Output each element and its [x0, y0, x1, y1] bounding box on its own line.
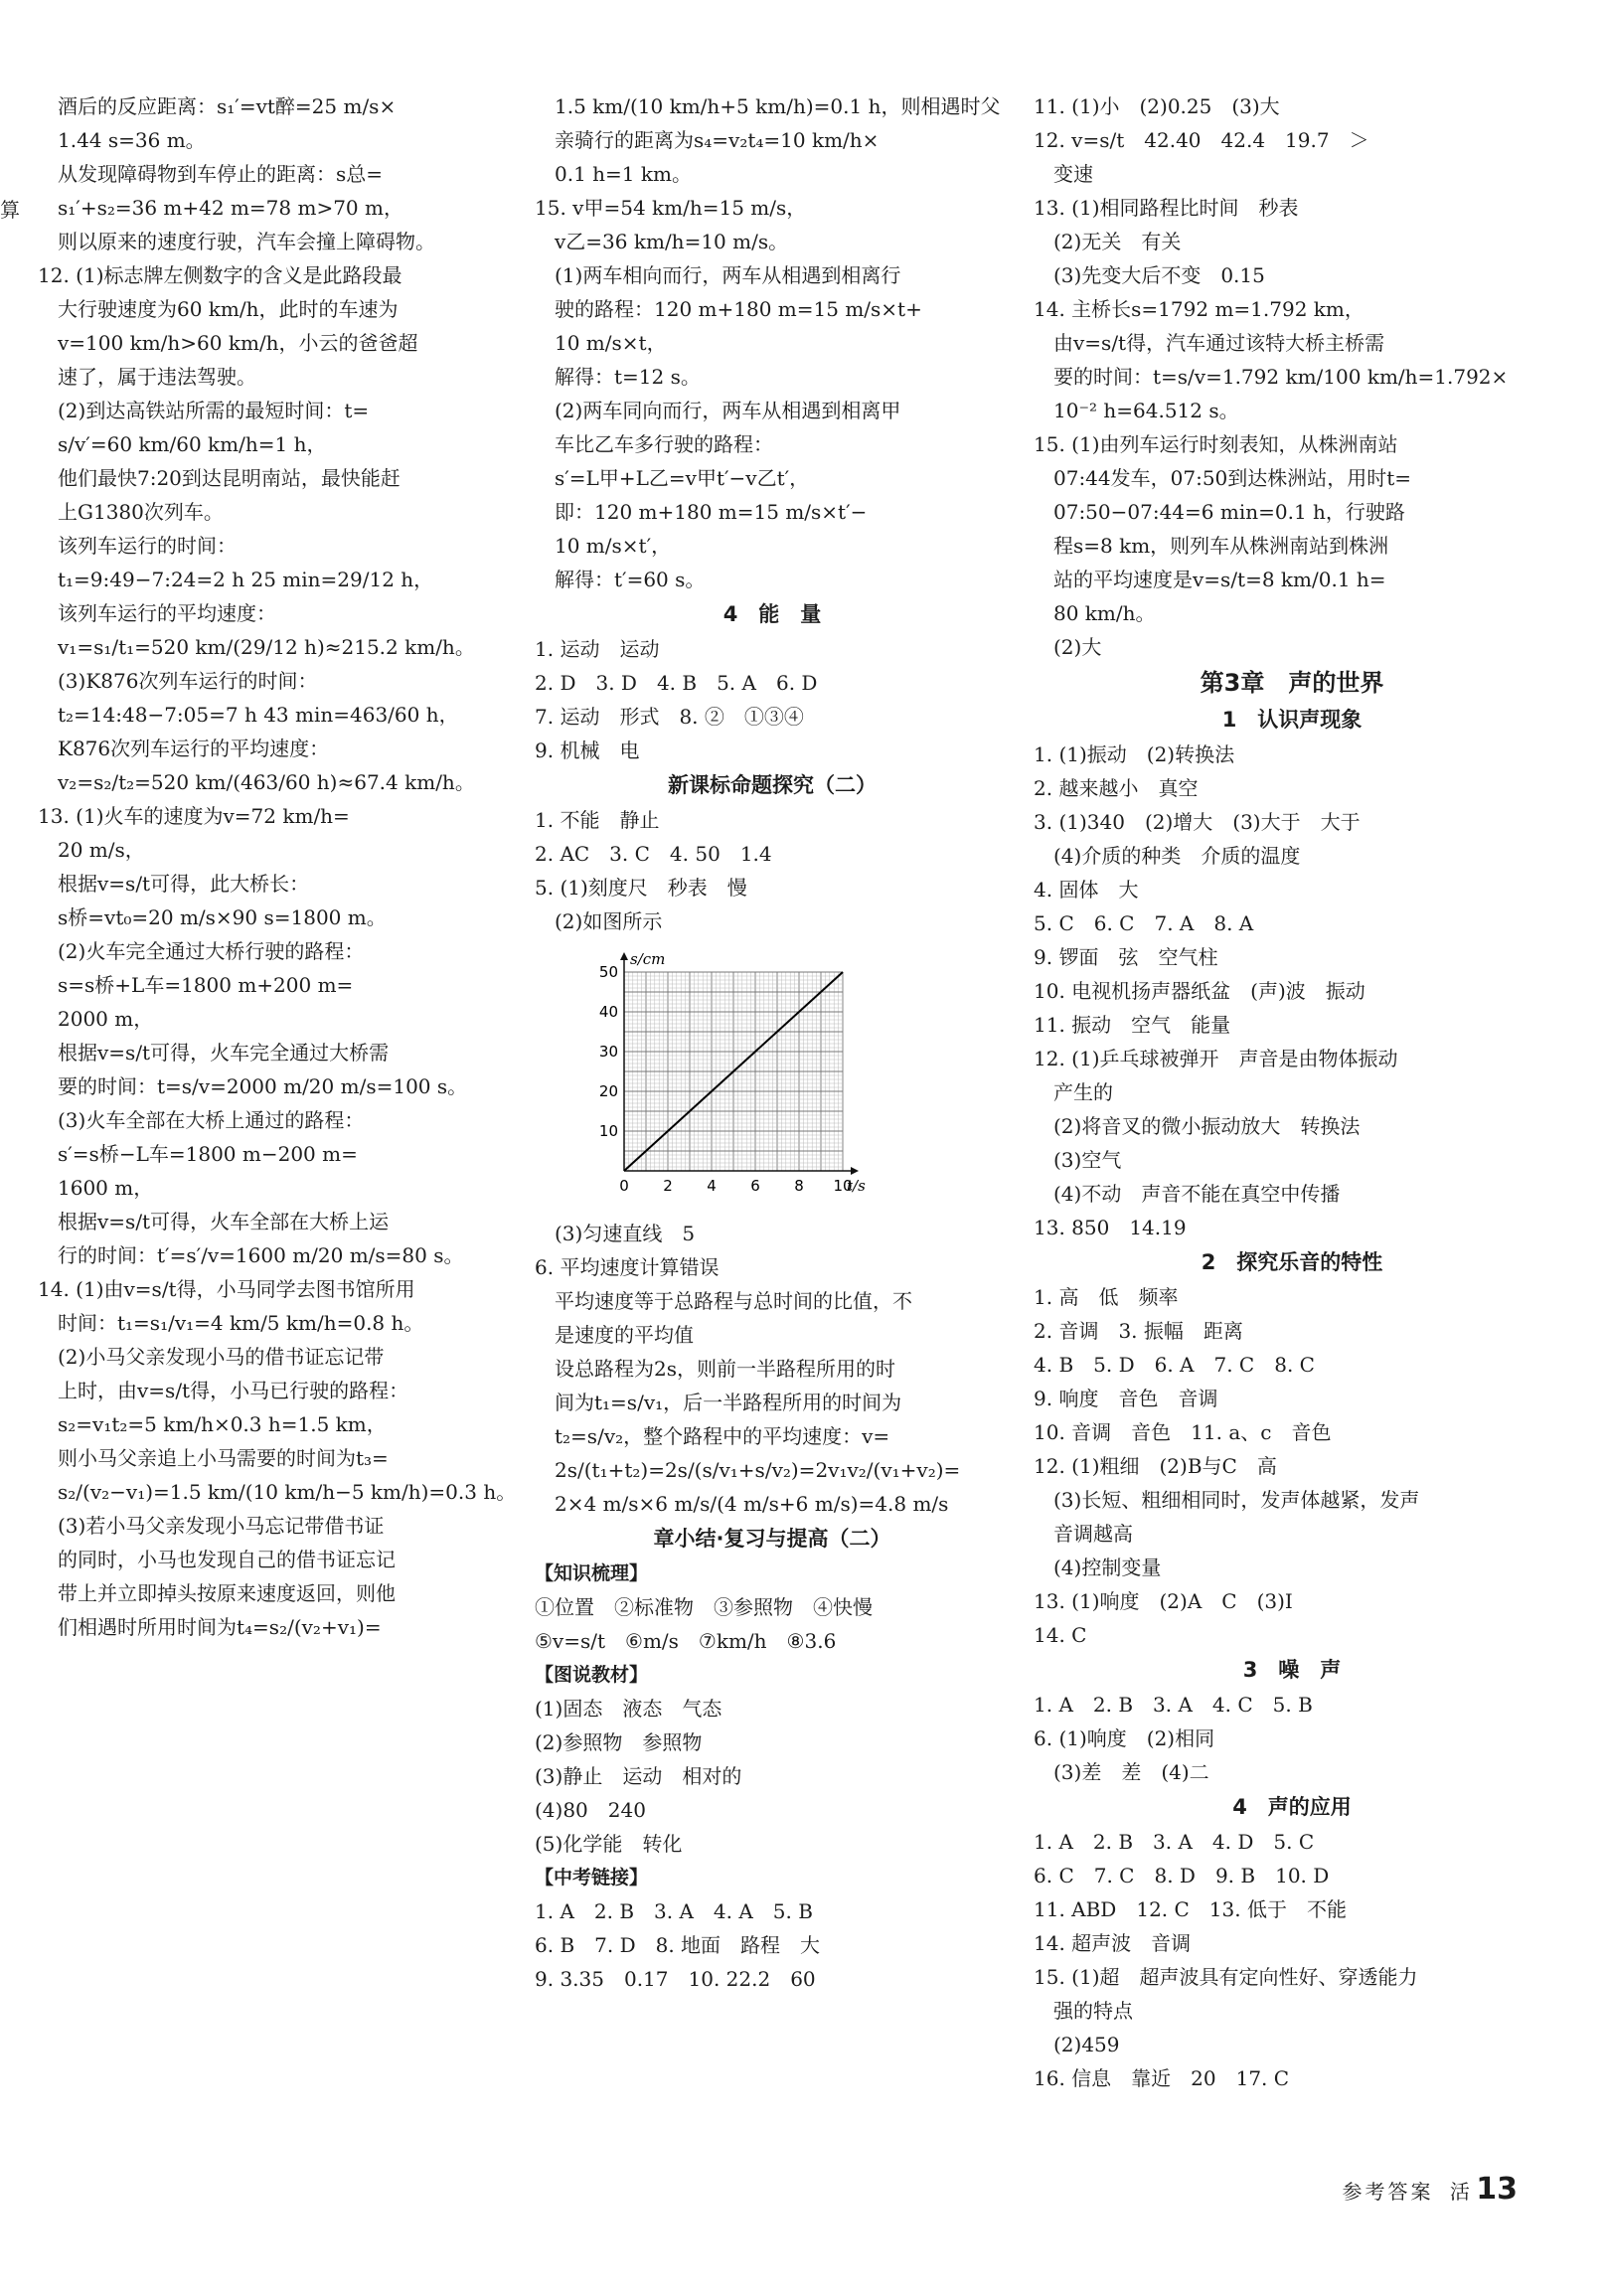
answer-line: 07:44发车，07:50到达株洲站，用时t=	[1034, 466, 1412, 490]
answer-line: (2)参照物 参照物	[535, 1730, 703, 1754]
left-column	[38, 89, 517, 1644]
answer-line: 们相遇时所用时间为t₄=s₂/(v₂+v₁)=	[38, 1615, 382, 1639]
answer-line: 6. 平均速度计算错误	[535, 1255, 720, 1279]
answer-line: 根据v=s/t可得，火车完全通过大桥需	[38, 1041, 390, 1065]
answer-line: s′=L甲+L乙=v甲t′−v乙t′，	[535, 466, 810, 490]
answer-line: (4)80 240	[535, 1798, 646, 1822]
answer-line: 间为t₁=s/v₁，后一半路程所用的时间为	[535, 1391, 902, 1414]
answer-line: 解得：t=12 s。	[535, 365, 701, 389]
s-t-graph	[584, 942, 883, 1211]
ch3-section-3-answers	[1034, 1688, 1550, 1789]
answer-line: 10 m/s×t，	[535, 331, 667, 355]
answer-line: 5. (1)刻度尺 秒表 慢	[535, 876, 747, 900]
x-tick-label: 10	[833, 1177, 853, 1195]
x-axis-label: t/s	[847, 1177, 866, 1195]
answer-line: 车比乙车多行驶的路程：	[535, 432, 773, 456]
side-margin-mark: 算	[0, 198, 20, 222]
answer-line: 4. B 5. D 6. A 7. C 8. C	[1034, 1353, 1315, 1377]
answer-line: 要的时间：t=s/v=1.792 km/100 km/h=1.792×	[1034, 365, 1509, 389]
answer-line: 9. 响度 音色 音调	[1034, 1387, 1218, 1410]
answer-line: 11. 振动 空气 能量	[1034, 1013, 1231, 1037]
answer-line: (2)将音叉的微小振动放大 转换法	[1034, 1114, 1361, 1138]
answer-line: 5. C 6. C 7. A 8. A	[1034, 911, 1254, 935]
answer-line: 是速度的平均值	[535, 1323, 694, 1347]
ch3-section-4-answers	[1034, 1825, 1550, 2095]
answer-line: 12. (1)粗细 (2)B与C 高	[1034, 1454, 1277, 1478]
answer-line: v₂=s₂/t₂=520 km/(463/60 h)≈67.4 km/h。	[38, 770, 475, 794]
answer-line: s₂/(v₂−v₁)=1.5 km/(10 km/h−5 km/h)=0.3 h。	[38, 1480, 517, 1504]
answer-line: v乙=36 km/h=10 m/s。	[535, 230, 789, 253]
answer-line: 14. 主桥长s=1792 m=1.792 km，	[1034, 297, 1364, 321]
x-axis-arrow	[851, 1167, 859, 1175]
answer-line: (5)化学能 转化	[535, 1832, 683, 1856]
answer-line: 13. 850 14.19	[1034, 1216, 1187, 1239]
review-subsection-title: 【知识梳理】	[535, 1562, 649, 1584]
answer-line: 14. 超声波 音调	[1034, 1931, 1192, 1955]
answer-line: 他们最快7:20到达昆明南站，最快能赶	[38, 466, 401, 490]
answer-line: 速了，属于违法驾驶。	[38, 365, 256, 389]
answer-line: 3. (1)340 (2)增大 (3)大于 大于	[1034, 810, 1361, 834]
answer-line: 11. ABD 12. C 13. 低于 不能	[1034, 1897, 1347, 1921]
ch3-section-4-heading: 4 声的应用	[1232, 1795, 1352, 1819]
answer-line: (4)介质的种类 介质的温度	[1034, 844, 1301, 868]
answer-line: 6. B 7. D 8. 地面 路程 大	[535, 1933, 821, 1957]
x-tick-label: 6	[750, 1177, 760, 1195]
answer-line: 9. 3.35 0.17 10. 22.2 60	[535, 1967, 816, 1991]
footer-series: 活	[1449, 2180, 1470, 2204]
footer-label: 参考答案	[1342, 2180, 1434, 2204]
answer-line: 15. (1)超 超声波具有定向性好、穿透能力	[1034, 1965, 1418, 1989]
y-tick-label: 50	[598, 963, 618, 981]
answer-line: ①位置 ②标准物 ③参照物 ④快慢	[535, 1595, 873, 1619]
answer-line: 带上并立即掉头按原来速度返回，则他	[38, 1581, 396, 1605]
answer-line: 13. (1)相同路程比时间 秒表	[1034, 196, 1299, 220]
answer-line: 1. A 2. B 3. A 4. D 5. C	[1034, 1830, 1315, 1854]
answer-line: 14. C	[1034, 1623, 1087, 1647]
answer-line: 上时，由v=s/t得，小马已行驶的路程：	[38, 1379, 409, 1402]
ch3-section-2-heading: 2 探究乐音的特性	[1201, 1250, 1383, 1274]
answer-line: (2)小马父亲发现小马的借书证忘记带	[38, 1345, 385, 1369]
review-sections	[535, 1557, 1010, 1996]
answer-line: 根据v=s/t可得，火车全部在大桥上运	[38, 1210, 390, 1233]
answer-line: v=100 km/h>60 km/h，小云的爸爸超	[38, 331, 418, 355]
answer-line: 行的时间：t′=s′/v=1600 m/20 m/s=80 s。	[38, 1243, 464, 1267]
y-tick-label: 10	[598, 1122, 618, 1140]
answer-line: 1. (1)振动 (2)转换法	[1034, 742, 1235, 766]
explore2-answers	[535, 803, 1010, 938]
answer-line: 根据v=s/t可得，此大桥长：	[38, 872, 310, 896]
answer-line: 1. A 2. B 3. A 4. C 5. B	[1034, 1693, 1313, 1717]
answer-line: (2)459	[1034, 2033, 1120, 2056]
answer-line: (3)长短、粗细相同时，发声体越紧，发声	[1034, 1488, 1420, 1512]
answer-line: 2. 音调 3. 振幅 距离	[1034, 1319, 1243, 1343]
review-subsection-title: 【中考链接】	[535, 1867, 649, 1888]
answer-line: (3)若小马父亲发现小马忘记带借书证	[38, 1514, 385, 1538]
answer-line: 15. v甲=54 km/h=15 m/s，	[535, 196, 807, 220]
answer-line: (3)K876次列车运行的时间：	[38, 669, 318, 693]
answer-line: 10. 电视机扬声器纸盆 (声)波 振动	[1034, 979, 1365, 1003]
answer-line: (3)静止 运动 相对的	[535, 1764, 742, 1788]
answer-line: 7. 运动 形式 8. ② ①③④	[535, 705, 804, 729]
energy-answers	[535, 632, 1010, 767]
answer-line: 14. (1)由v=s/t得，小马同学去图书馆所用	[38, 1277, 415, 1301]
answer-line: 6. C 7. C 8. D 9. B 10. D	[1034, 1864, 1330, 1887]
answer-line: (4)不动 声音不能在真空中传播	[1034, 1182, 1341, 1206]
answer-line: 80 km/h。	[1034, 601, 1156, 625]
answer-line: 由v=s/t得，汽车通过该特大桥主桥需	[1034, 331, 1385, 355]
page-footer	[1343, 2172, 1518, 2207]
answer-line: (2)到达高铁站所需的最短时间：t=	[38, 399, 370, 422]
answer-line: 1600 m，	[38, 1176, 154, 1200]
answer-line: s/v′=60 km/60 km/h=1 h，	[38, 432, 327, 456]
right-column	[1034, 89, 1550, 2095]
review-subsection-title: 【图说教材】	[535, 1664, 649, 1686]
ch3-section-1-answers	[1034, 738, 1550, 1244]
answer-line: 12. (1)标志牌左侧数字的含义是此路段最	[38, 263, 402, 287]
answer-line: 11. (1)小 (2)0.25 (3)大	[1034, 94, 1280, 118]
chapter-3-title: 第3章 声的世界	[1200, 669, 1384, 697]
answer-line: 上G1380次列车。	[38, 500, 224, 524]
answer-line: 该列车运行的时间：	[38, 534, 237, 558]
y-axis-label: s/cm	[630, 950, 666, 968]
answer-line: t₁=9:49−7:24=2 h 25 min=29/12 h，	[38, 568, 434, 591]
left-answer-lines	[38, 89, 517, 1644]
answer-line: 强的特点	[1034, 1999, 1133, 2023]
answer-line: 10⁻² h=64.512 s。	[1034, 399, 1239, 422]
answer-line: (1)固态 液态 气态	[535, 1697, 722, 1721]
answer-line: 即：120 m+180 m=15 m/s×t′−	[535, 500, 868, 524]
answer-line: 16. 信息 靠近 20 17. C	[1034, 2066, 1290, 2090]
answer-line: 2000 m，	[38, 1007, 154, 1031]
answer-line: s桥=vt₀=20 m/s×90 s=1800 m。	[38, 905, 387, 929]
answer-line: 的同时，小马也发现自己的借书证忘记	[38, 1548, 396, 1571]
answer-line: (3)先变大后不变 0.15	[1034, 263, 1265, 287]
page-number: 13	[1476, 2172, 1518, 2207]
y-tick-label: 20	[598, 1082, 618, 1100]
answer-line: s′=s桥−L车=1800 m−200 m=	[38, 1142, 358, 1166]
answer-line: (1)两车相向而行，两车从相遇到相离行	[535, 263, 901, 287]
x-tick-label: 4	[707, 1177, 717, 1195]
answer-line: 则以原来的速度行驶，汽车会撞上障碍物。	[38, 230, 435, 253]
explore2-answers-continued	[535, 1217, 1010, 1521]
answer-line: 10. 音调 音色 11. a、c 音色	[1034, 1420, 1332, 1444]
mid-continued-answers	[535, 89, 1010, 596]
answer-line: 设总路程为2s，则前一半路程所用的时	[535, 1357, 895, 1381]
answer-line: v₁=s₁/t₁=520 km/(29/12 h)≈215.2 km/h。	[38, 635, 475, 659]
section-heading-review-2: 章小结·复习与提高（二）	[653, 1527, 891, 1551]
answer-line: 站的平均速度是v=s/t=8 km/0.1 h=	[1034, 568, 1386, 591]
answer-line: s₂=v₁t₂=5 km/h×0.3 h=1.5 km，	[38, 1412, 387, 1436]
answer-line: 2s/(t₁+t₂)=2s/(s/v₁+s/v₂)=2v₁v₂/(v₁+v₂)=	[535, 1458, 961, 1482]
answer-line: t₂=14:48−7:05=7 h 43 min=463/60 h，	[38, 703, 459, 727]
answer-line: 则小马父亲追上小马需要的时间为t₃=	[38, 1446, 389, 1470]
answer-line: 1.44 s=36 m。	[38, 128, 206, 152]
answer-line: 该列车运行的平均速度：	[38, 601, 276, 625]
answer-line: 13. (1)响度 (2)A C (3)I	[1034, 1589, 1293, 1613]
answer-line: (4)控制变量	[1034, 1556, 1162, 1579]
answer-line: 20 m/s，	[38, 838, 145, 862]
section-heading-energy: 4 能 量	[722, 602, 822, 626]
answer-line: 变速	[1034, 162, 1093, 186]
answer-line: 时间：t₁=s₁/v₁=4 km/5 km/h=0.8 h。	[38, 1311, 424, 1335]
answer-line: 1. 运动 运动	[535, 637, 660, 661]
answer-line: 要的时间：t=s/v=2000 m/20 m/s=100 s。	[38, 1074, 468, 1098]
answer-line: 1. A 2. B 3. A 4. A 5. B	[535, 1899, 813, 1923]
answer-line: 2×4 m/s×6 m/s/(4 m/s+6 m/s)=4.8 m/s	[535, 1492, 949, 1516]
answer-line: 6. (1)响度 (2)相同	[1034, 1726, 1215, 1750]
answer-line: (3)空气	[1034, 1148, 1122, 1172]
answer-line: (2)火车完全通过大桥行驶的路程：	[38, 939, 365, 963]
answer-line: 9. 机械 电	[535, 738, 640, 762]
y-axis-arrow	[620, 952, 628, 960]
y-tick-label: 30	[598, 1043, 618, 1061]
answer-line: (3)匀速直线 5	[535, 1222, 696, 1245]
answer-line: 产生的	[1034, 1080, 1113, 1104]
answer-line: 2. AC 3. C 4. 50 1.4	[535, 842, 772, 866]
answer-line: ⑤v=s/t ⑥m/s ⑦km/h ⑧3.6	[535, 1629, 837, 1653]
answer-line: (2)大	[1034, 635, 1102, 659]
answer-line: 程s=8 km，则列车从株洲南站到株洲	[1034, 534, 1389, 558]
answer-line: 解得：t′=60 s。	[535, 568, 706, 591]
right-top-answers	[1034, 89, 1550, 664]
answer-line: t₂=s/v₂，整个路程中的平均速度：v=	[535, 1424, 890, 1448]
answer-line: (2)如图所示	[535, 909, 663, 933]
y-tick-label: 40	[598, 1003, 618, 1021]
answer-line: 12. (1)乒乓球被弹开 声音是由物体振动	[1034, 1047, 1398, 1070]
answer-line: K876次列车运行的平均速度：	[38, 737, 330, 760]
ch3-section-3-heading: 3 噪 声	[1242, 1658, 1342, 1682]
section-heading-explore-2: 新课标命题探究（二）	[668, 773, 877, 797]
answer-line: s=s桥+L车=1800 m+200 m=	[38, 973, 354, 997]
answer-line: 1.5 km/(10 km/h+5 km/h)=0.1 h，则相遇时父	[535, 94, 1001, 118]
answer-line: 10 m/s×t′，	[535, 534, 672, 558]
answer-line: s₁′+s₂=36 m+42 m=78 m>70 m，	[38, 196, 403, 220]
answer-line: 1. 不能 静止	[535, 808, 660, 832]
ch3-section-1-heading: 1 认识声现象	[1221, 708, 1363, 732]
answer-line: 酒后的反应距离：s₁′=vt醉=25 m/s×	[38, 94, 397, 118]
middle-column	[535, 89, 1010, 1996]
answer-line: (2)无关 有关	[1034, 230, 1182, 253]
answer-line: 9. 锣面 弦 空气柱	[1034, 945, 1218, 969]
answer-line: 12. v=s/t 42.40 42.4 19.7 ＞	[1034, 128, 1369, 152]
answer-line: 1. 高 低 频率	[1034, 1285, 1179, 1309]
answer-line: 2. D 3. D 4. B 5. A 6. D	[535, 671, 818, 695]
answer-line: (3)火车全部在大桥上通过的路程：	[38, 1108, 365, 1132]
answer-line: 亲骑行的距离为s₄=v₂t₄=10 km/h×	[535, 128, 880, 152]
answer-line: 驶的路程：120 m+180 m=15 m/s×t+	[535, 297, 922, 321]
answer-line: 平均速度等于总路程与总时间的比值，不	[535, 1289, 912, 1313]
answer-line: 15. (1)由列车运行时刻表知，从株洲南站	[1034, 432, 1398, 456]
x-tick-label: 8	[794, 1177, 804, 1195]
ch3-section-2-answers	[1034, 1280, 1550, 1652]
answer-line: 4. 固体 大	[1034, 878, 1139, 902]
x-tick-label: 2	[663, 1177, 673, 1195]
answer-line: 音调越高	[1034, 1522, 1133, 1546]
answer-line: (2)两车同向而行，两车从相遇到相离甲	[535, 399, 901, 422]
answer-line: 0.1 h=1 km。	[535, 162, 692, 186]
answer-line: 07:50−07:44=6 min=0.1 h，行驶路	[1034, 500, 1405, 524]
answer-line: 13. (1)火车的速度为v=72 km/h=	[38, 804, 350, 828]
answer-line: 2. 越来越小 真空	[1034, 776, 1199, 800]
answer-line: (3)差 差 (4)二	[1034, 1760, 1209, 1784]
x-tick-label: 0	[619, 1177, 629, 1195]
answer-line: 从发现障碍物到车停止的距离：s总=	[38, 162, 384, 186]
answer-line: 大行驶速度为60 km/h，此时的车速为	[38, 297, 399, 321]
